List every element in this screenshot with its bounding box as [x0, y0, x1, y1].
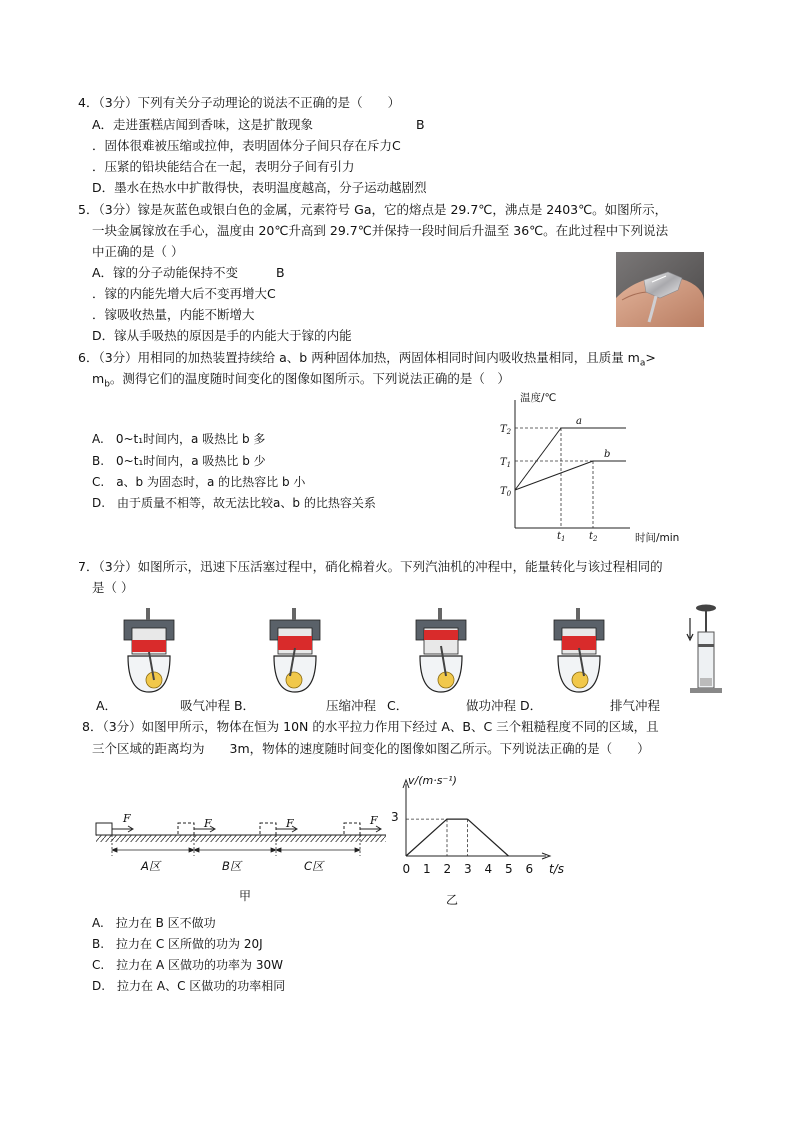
q8-figure-jia: [94, 808, 394, 903]
q8-vt-y-tick-3: 3: [391, 810, 399, 824]
gallium-hand-photo: [616, 252, 704, 327]
q6-line-b-rise: [515, 461, 593, 490]
q6-mass-b: m: [92, 371, 105, 386]
q7-option-a: 吸气冲程 B．: [180, 698, 256, 713]
q5-stem-line1: 5．（3分）镓是灰蓝色或银白色的金属，元素符号 Ga，它的熔点是 29.7℃，沸点是 2403℃。如图所示，: [78, 202, 668, 217]
engine-compression-stroke-icon: [264, 606, 326, 698]
q5-option-b-letter: B: [276, 265, 285, 280]
svg-text:T1: [500, 457, 511, 469]
q6-option-d: D. 由于质量不相等，故无法比较a、b 的比热容关系: [92, 496, 376, 510]
q7-option-c-letter: C．: [387, 698, 409, 713]
q8-vt-segment-0: [406, 819, 447, 856]
q8-zone-c-label: C区: [304, 859, 324, 873]
q6-stem-text: 6．（3分）用相同的加热装置持续给 a、b 两种固体加热，两固体相同时间内吸收热量相同，且质量 m: [78, 350, 640, 365]
q6-tick-T2: T: [500, 424, 507, 435]
q6-option-c: C. a、b 为固态时，a 的比热容比 b 小: [92, 475, 306, 489]
q6-option-b: B. 0~t₁时间内，a 吸热比 b 少: [92, 454, 266, 468]
q6-line-b-label: b: [604, 449, 611, 460]
q7-stem-line1: 7．（3分）如图所示，迅速下压活塞过程中，硝化棉着火。下列汽油机的冲程中，能量转化与该过程相同的: [78, 559, 663, 574]
q5-option-d: D．镓从手吸热的原因是手的内能大于镓的内能: [92, 328, 352, 343]
q8-option-d: D. 拉力在 A、C 区做功的功率相同: [92, 979, 286, 993]
q6-tick-T1: T: [500, 457, 507, 468]
q6-temperature-graph: [480, 388, 690, 543]
q8-force-label-1: F: [123, 812, 131, 825]
q6-tick-t1: t: [557, 531, 562, 542]
q4-option-b-letter: B: [416, 117, 425, 132]
q8-option-b: B. 拉力在 C 区所做的功为 20J: [92, 937, 263, 951]
q6-tick-T0-sub: 0: [506, 490, 512, 498]
q4-option-a: A．走进蛋糕店闻到香味，这是扩散现象: [92, 117, 314, 132]
q6-tick-t1-sub: 1: [561, 535, 566, 543]
piston-compression-apparatus-icon: [684, 604, 724, 696]
q7-option-a-letter: A．: [96, 698, 118, 713]
q8-stem-line1: 8．（3分）如图甲所示，物体在恒为 10N 的水平拉力作用下经过 A、B、C 三个粗糙程度不同的区域，且: [82, 719, 659, 734]
q5-stem-line2: 一块金属镓放在手心，温度由 20℃升高到 29.7℃并保持一段时间后升温至 36℃。在此过程中下列说法: [92, 223, 669, 238]
q6-stem-text-2: 。测得它们的温度随时间变化的图像如图所示。下列说法正确的是（ ）: [109, 371, 510, 386]
q8-vt-x-tick-0: 0: [402, 862, 411, 876]
q8-vt-x-label: t/s: [549, 862, 564, 876]
q8-force-label-4: F: [370, 814, 378, 827]
svg-text:t1: [557, 531, 566, 543]
q8-vt-x-tick-6: 6: [525, 862, 534, 876]
engine-exhaust-stroke-icon: [548, 606, 610, 698]
q8-vt-x-tick-3: 3: [464, 862, 472, 876]
q6-tick-T1-sub: 1: [506, 461, 512, 469]
q4-option-d: D．墨水在热水中扩散得快，表明温度越高，分子运动越剧烈: [92, 180, 427, 195]
q8-vt-segment-2: [468, 819, 509, 856]
q6-line-a-label: a: [576, 416, 582, 427]
q8-vt-x-tick-4: 4: [484, 862, 493, 876]
q6-stem-line1: [78, 349, 656, 373]
q6-tick-T0: T: [500, 486, 507, 497]
q7-option-b: 压缩冲程: [326, 698, 377, 713]
q8-zone-a-label: A区: [141, 859, 161, 873]
q7-option-c: 做功冲程 D．: [466, 698, 543, 713]
q4-option-c: ．压紧的铅块能结合在一起，表明分子间有引力: [92, 159, 355, 174]
q6-tick-T2-sub: 2: [506, 428, 512, 436]
q4-option-b: ．固体很难被压缩或拉伸，表明固体分子间只存在斥力C: [92, 138, 401, 153]
engine-power-stroke-icon: [410, 606, 472, 698]
q8-force-label-3: F: [286, 817, 294, 830]
q5-stem-line3: 中正确的是（ ）: [92, 244, 184, 259]
q6-option-a: A. 0~t₁时间内，a 吸热比 b 多: [92, 432, 266, 446]
q8-vt-x-tick-2: 2: [443, 862, 452, 876]
engine-intake-stroke-icon: [118, 606, 180, 698]
q8-block: [96, 823, 112, 835]
q6-greater-sign: >: [645, 350, 656, 365]
q8-vt-x-tick-1: 1: [423, 862, 431, 876]
svg-text:T0: [500, 486, 512, 498]
q8-stem-line2: 三个区域的距离均为 3m，物体的速度随时间变化的图像如图乙所示。下列说法正确的是（ ）: [92, 741, 650, 756]
q8-figure-jia-caption: 甲: [239, 889, 252, 903]
svg-text:T2: [500, 424, 512, 436]
q7-stem-line2: 是（ ）: [92, 580, 134, 595]
q8-vt-y-label: v/(m·s⁻¹): [408, 774, 457, 787]
q6-mass-b-subscript: b: [104, 379, 110, 390]
q5-option-b: ．镓的内能先增大后不变再增大C: [92, 286, 276, 301]
q5-option-a: A．镓的分子动能保持不变: [92, 265, 239, 280]
q6-mass-a-subscript: a: [639, 358, 646, 369]
q6-x-axis-label: 时间/min: [635, 532, 680, 544]
q8-force-label-2: F: [204, 817, 212, 830]
q6-tick-t2-sub: 2: [593, 535, 598, 543]
q6-stem-line2: [92, 370, 510, 394]
q8-option-c: C. 拉力在 A 区做功的功率为 30W: [92, 958, 283, 972]
q8-figure-yi: [386, 770, 586, 910]
q4-stem: 4．（3分）下列有关分子动理论的说法不正确的是（ ）: [78, 95, 401, 110]
q8-figure-yi-caption: 乙: [446, 893, 459, 907]
q5-option-c: ．镓吸收热量，内能不断增大: [92, 307, 255, 322]
q8-zone-b-label: B区: [222, 859, 242, 873]
q6-y-axis-label: 温度/℃: [520, 392, 557, 404]
svg-text:t2: [589, 531, 598, 543]
q8-option-a: A. 拉力在 B 区不做功: [92, 916, 216, 930]
q6-line-a-rise: [515, 428, 561, 490]
q8-vt-x-tick-5: 5: [505, 862, 513, 876]
q7-option-d: 排气冲程: [610, 698, 661, 713]
q6-tick-t2: t: [589, 531, 594, 542]
